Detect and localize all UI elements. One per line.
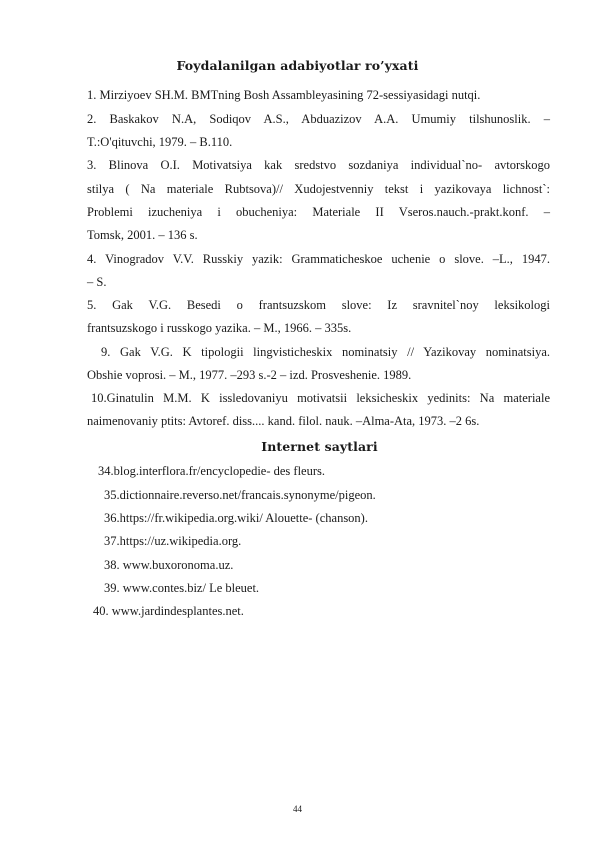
reference-3-line-1: 3. Blinova O.I. Motivatsiya kak sredstvo sozdaniya individual`no- avtorskogo — [87, 158, 550, 172]
internet-sites-heading: Internet saytlari — [261, 439, 378, 454]
references-heading: Foydalanilgan adabiyotlar ro’yxati — [176, 58, 419, 73]
website-item: 39. www.contes.biz/ Le bleuet. — [104, 581, 260, 595]
website-item: 40. www.jardindesplantes.net. — [93, 604, 244, 618]
reference-9-line-1: 9. Gak V.G. K tipologii lingvisticheskix nominatsiy // Yazikovay nominatsiya. — [101, 345, 550, 359]
website-item: 36.https://fr.wikipedia.org.wiki/ Alouette- (chanson). — [104, 511, 368, 525]
reference-4-line-1: 4. Vinogradov V.V. Russkiy yazik: Grammaticheskoe uchenie o slove. –L., 1947. — [87, 252, 550, 266]
page-number: 44 — [293, 804, 302, 814]
reference-3-line-3: Problemi izucheniya i obucheniya: Materiale II Vseros.nauch.-prakt.konf. – — [87, 205, 550, 219]
reference-4-line-2: – S. — [87, 275, 107, 289]
reference-2-line-1: 2. Baskakov N.A, Sodiqov A.S., Abduazizov A.A. Umumiy tilshunoslik. – — [87, 112, 550, 126]
reference-3-line-4: Tomsk, 2001. – 136 s. — [87, 228, 198, 242]
website-item: 35.dictionnaire.reverso.net/francais.synonyme/pigeon. — [104, 488, 376, 502]
reference-3-line-2: stilya ( Na materiale Rubtsova)// Xudojestvenniy tekst i yazikovaya lichnost`: — [87, 182, 550, 196]
website-item: 34.blog.interflora.fr/encyclopedie- des fleurs. — [98, 464, 325, 478]
reference-1-line-1: 1. Mirziyoev SH.M. BMTning Bosh Assambleyasining 72-sessiyasidagi nutqi. — [87, 88, 481, 102]
reference-5-line-2: frantsuzskogo i russkogo yazika. – M., 1966. – 335s. — [87, 321, 352, 335]
website-item: 37.https://uz.wikipedia.org. — [104, 534, 242, 548]
reference-5-line-1: 5. Gak V.G. Besedi o frantsuzskom slove: Iz sravnitel`noy leksikologi — [87, 298, 550, 312]
website-item: 38. www.buxoronoma.uz. — [104, 558, 234, 572]
reference-2-line-2: T.:O'qituvchi, 1979. – B.110. — [87, 135, 233, 149]
reference-9-line-2: Obshie voprosi. – M., 1977. –293 s.-2 – izd. Prosveshenie. 1989. — [87, 368, 412, 382]
reference-10-line-2: naimenovaniy ptits: Avtoref. diss.... kand. filol. nauk. –Alma-Ata, 1973. –2 6s. — [87, 414, 480, 428]
reference-10-line-1: 10.Ginatulin M.M. K issledovaniyu motivatsii leksicheskix yedinits: Na materiale — [91, 391, 550, 405]
